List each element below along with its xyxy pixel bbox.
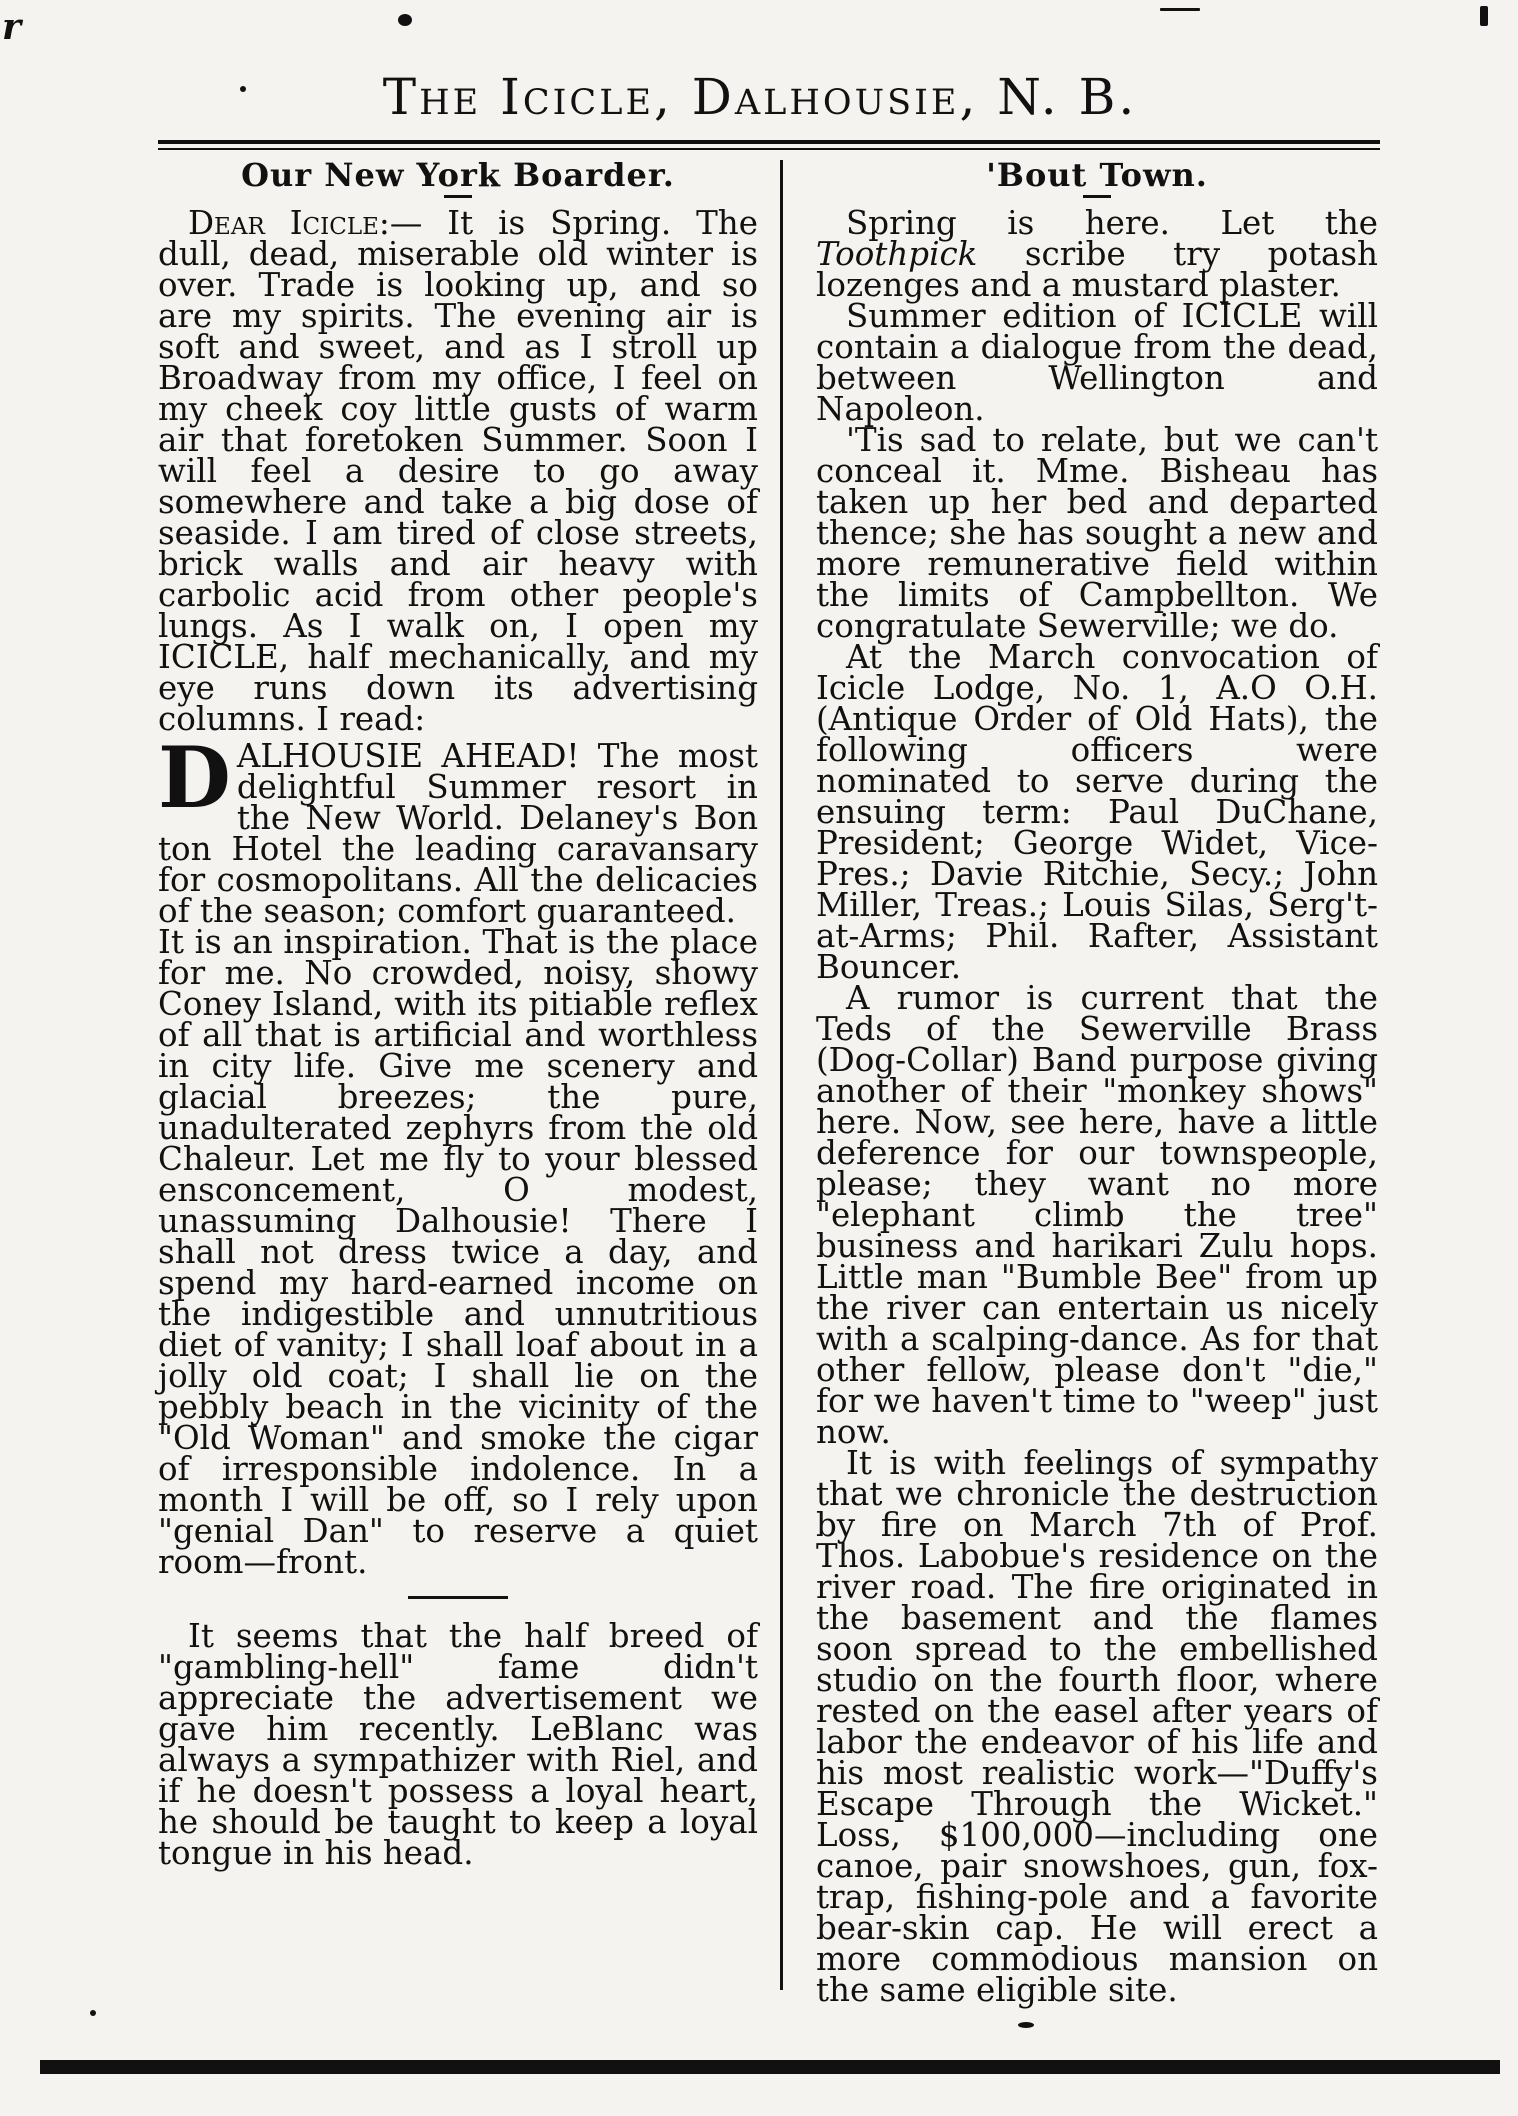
section-rule: [408, 1596, 508, 1599]
advertisement-quote: [158, 728, 758, 930]
heading-dash: [1083, 195, 1111, 198]
bout-town-item-6: It is with feelings of sympathy that we chronicle the destruction by fire on March 7th of Prof. Thos. Labobue's residence on the river road. The fire originated in the basement and the flames soon spread to the embellished studio on the fourth floor, where rested on the easel after years of labor the endeavor of his life and his most realistic work—"Duffy's Escape Through the Wicket." Loss, $100,000—including one canoe, pair snowshoes, gun, fox-trap, fishing-pole and a favorite bear-skin cap. He will erect a more commodious mansion on the same eligible site.: [816, 1444, 1378, 2009]
masthead-rule-bottom: [158, 148, 1380, 150]
bout-town-item-2: Summer edition of ICICLE will contain a dialogue from the dead, between Wellington and Napoleon.: [816, 297, 1378, 428]
ink-speck: [398, 14, 412, 26]
letter-paragraph-2: It is an inspiration. That is the place for me. No crowded, noisy, showy Coney Island, with its pitiable reflex of all that is artificial and worthless in city life. Give me scenery and glacial breezes; the pure, unadulterated zephyrs from the old Chaleur. Let me fly to your blessed ensconcement, O modest, unassuming Dalhousie! There I shall not dress twice a day, and spend my hard-earned income on the indigestible and unnutritious diet of vanity; I shall loaf about in a jolly old coat; I shall lie on the pebbly beach in the vicinity of the "Old Woman" and smoke the cigar of irresponsible indolence. In a month I will be off, so I rely upon "genial Dan" to reserve a quiet room—front.: [158, 923, 758, 1581]
letter-paragraph-1: [158, 204, 758, 738]
ad-dropcap: D: [158, 728, 231, 827]
item-1-italic: Toothpick: [816, 235, 978, 273]
ink-speck: [1480, 6, 1488, 26]
bottom-edge-shadow: [40, 2060, 1500, 2074]
article-leblanc: It seems that the half breed of "gambling-hell" fame didn't appreciate the advertisement we gave him recently. LeBlanc was always a sympathizer with Riel, and if he doesn't possess a loyal heart, he should be taught to keep a loyal tongue in his head.: [158, 1617, 758, 1872]
letter-text-1: It is Spring. The dull, dead, miserable old winter is over. Trade is looking up, and so are my spirits. The evening air is soft and sweet, and as I stroll up Broadway from my office, I feel on my cheek coy little gusts of warm air that foretoken Summer. Soon I will feel a desire to go away somewhere and take a big dose of seaside. I am tired of close streets, brick walls and air heavy with carbolic acid from other people's lungs. As I walk on, I open my ICICLE, half mechanically, and my eye runs down its advertising columns. I read:: [158, 204, 758, 738]
heading-dash: [444, 195, 472, 198]
bout-town-item-3: 'Tis sad to relate, but we can't conceal it. Mme. Bisheau has taken up her bed and departed thence; she has sought a new and more remunerative field within the limits of Campbellton. We congratulate Sewerville; we do.: [816, 421, 1378, 645]
article-heading-new-york-boarder: Our New York Boarder.: [241, 156, 675, 194]
ink-speck: [90, 2010, 96, 2016]
bout-town-item-4: At the March convocation of Icicle Lodge, No. 1, A.O O.H. (Antique Order of Old Hats), the following officers were nominated to serve during the ensuing term: Paul DuChane, President; George Widet, Vice-Pres.; Davie Ritchie, Secy.; John Miller, Treas.; Louis Silas, Serg't-at-Arms; Phil. Rafter, Assistant Bouncer.: [816, 638, 1378, 986]
masthead-title: The Icicle, Dalhousie, N. B.: [382, 68, 1138, 126]
bout-town-item-5: A rumor is current that the Teds of the Sewerville Brass (Dog-Collar) Band purpose giving another of their "monkey shows" here. Now, see here, have a little deference for our townspeople, please; they want no more "elephant climb the tree" business and harikari Zulu hops. Little man "Bumble Bee" from up the river can entertain us nicely with a scalping-dance. As for that other fellow, please don't "die," for we haven't time to "weep" just now.: [816, 979, 1378, 1451]
bout-town-item-1: [816, 204, 1378, 304]
right-column: [816, 156, 1378, 2009]
letter-salutation: Dear Icicle:—: [188, 204, 423, 242]
ink-speck: [1018, 2022, 1034, 2028]
left-column: [158, 156, 758, 1872]
ad-lead: ALHOUSIE AHEAD!: [236, 737, 580, 775]
ad-text: The most delightful Summer resort in the New World. Delaney's Bon ton Hotel the leading caravansary for cosmopolitans. All the delicacies of the season; comfort guaranteed.: [158, 737, 758, 930]
article-heading-bout-town: 'Bout Town.: [986, 156, 1208, 194]
corner-mark: r: [2, 6, 21, 48]
item-1-text-a: Spring is here. Let the: [846, 204, 1378, 242]
ink-speck: [1160, 8, 1200, 11]
column-divider: [780, 160, 783, 1990]
masthead-rule-top: [158, 140, 1380, 144]
item-1-text-b: scribe try potash lozenges and a mustard plaster.: [816, 235, 1378, 304]
